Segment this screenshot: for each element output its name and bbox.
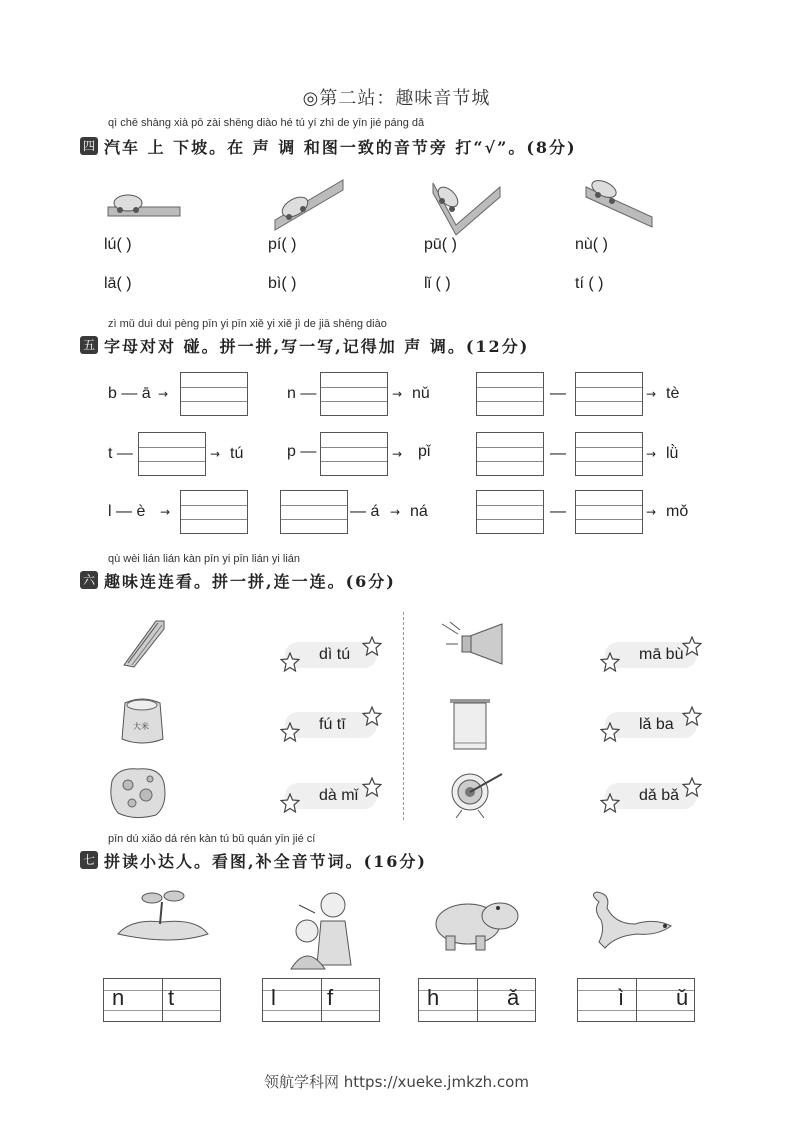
r2b-post: pǐ — [418, 443, 431, 460]
s4-option: bì( ) — [268, 275, 297, 292]
s4-option: lǐ ( ) — [424, 275, 451, 292]
tag-di-tu[interactable]: dì tú — [285, 642, 377, 668]
s4-number-badge: 四 — [80, 137, 98, 155]
write-grid[interactable]: n t — [103, 978, 221, 1022]
rice-label: 大米 — [133, 722, 149, 731]
star-icon — [280, 652, 300, 672]
answer-box[interactable] — [180, 490, 248, 534]
star-icon — [600, 793, 620, 813]
hippo-image — [428, 892, 523, 952]
r2b-pre: p — — [287, 443, 317, 460]
star-icon — [682, 636, 702, 656]
s7-pinyin: pīn dú xiǎo dá rén kàn tú bǔ quán yīn jié cí — [108, 833, 316, 845]
tag-ma-bu[interactable]: mā bù — [605, 642, 697, 668]
star-icon — [280, 793, 300, 813]
map-image — [108, 765, 168, 820]
r1c-post: tè — [666, 385, 680, 402]
s4-instruction: 汽车 上 下坡。在 声 调 和图一致的音节旁 打“√”。(8分) — [104, 138, 577, 157]
rice-bag-image — [115, 695, 170, 747]
r3a-pre: l — è — [108, 503, 146, 520]
s6-instruction: 趣味连连看。拼一拼,连一连。(6分) — [104, 572, 396, 591]
answer-box[interactable] — [476, 432, 544, 476]
star-icon — [682, 777, 702, 797]
s4-option: tí ( ) — [575, 275, 604, 292]
r3b-res: ná — [410, 503, 428, 520]
s5-pinyin: zì mǔ duì duì pèng pīn yi pīn xiě yi xiě jì de jiā shēng diào — [108, 318, 387, 330]
tag-fu-ti[interactable]: fú tī — [285, 712, 377, 738]
s4-option: lú( ) — [104, 236, 132, 253]
r2a-pre: t — — [108, 445, 133, 462]
answer-box[interactable] — [476, 372, 544, 416]
car-flat-image — [100, 185, 190, 225]
s4-pinyin: qì chē shàng xià pō zài shēng diào hé tú yí zhì de yīn jié páng dǎ — [108, 117, 425, 129]
r3b-post: — á — [350, 503, 380, 520]
divider — [403, 612, 404, 820]
answer-box[interactable] — [575, 490, 643, 534]
star-icon — [600, 722, 620, 742]
r1b-post: nǔ — [412, 385, 430, 402]
station-title: ◎第二站：趣味音节城 — [302, 88, 491, 109]
r1b-pre: n — — [287, 385, 317, 402]
towel-image — [448, 695, 493, 753]
horn-image — [440, 620, 515, 670]
s4-option: pí( ) — [268, 236, 297, 253]
answer-box[interactable] — [320, 372, 388, 416]
sprout-image — [112, 888, 212, 948]
lizard-image — [585, 890, 680, 955]
footer-watermark: 领航学科网 https://xueke.jmkzh.com — [264, 1073, 529, 1091]
s4-option: nù( ) — [575, 236, 608, 253]
answer-box[interactable] — [575, 432, 643, 476]
star-icon — [362, 706, 382, 726]
r2a-post: tú — [230, 445, 244, 462]
s4-option: lā( ) — [104, 275, 132, 292]
s5-instruction: 字母对对 碰。拼一拼,写一写,记得加 声 调。(12分) — [104, 337, 530, 356]
s6-number-badge: 六 — [80, 571, 98, 589]
tag-da-mi[interactable]: dà mǐ — [285, 783, 377, 809]
s5-number-badge: 五 — [80, 336, 98, 354]
write-grid[interactable]: h ǎ — [418, 978, 536, 1022]
tag-la-ba[interactable]: lǎ ba — [605, 712, 697, 738]
star-icon — [362, 777, 382, 797]
s7-instruction: 拼读小达人。看图,补全音节词。(16分) — [104, 852, 427, 871]
star-icon — [682, 706, 702, 726]
star-icon — [280, 722, 300, 742]
r2c-post: lǜ — [666, 445, 679, 462]
answer-box[interactable] — [476, 490, 544, 534]
escalator-image — [118, 615, 168, 670]
car-valley-image — [428, 175, 508, 237]
answer-box[interactable] — [180, 372, 248, 416]
write-grid[interactable]: ì ǔ — [577, 978, 695, 1022]
s4-option: pū( ) — [424, 236, 457, 253]
star-icon — [600, 652, 620, 672]
s7-number-badge: 七 — [80, 851, 98, 869]
answer-box[interactable] — [138, 432, 206, 476]
answer-box[interactable] — [320, 432, 388, 476]
r1a-pre: b — ā — [108, 385, 151, 402]
write-grid[interactable]: l f — [262, 978, 380, 1022]
r3c-post: mǒ — [666, 503, 689, 520]
car-uphill-image — [265, 175, 355, 235]
answer-box[interactable] — [575, 372, 643, 416]
target-image — [448, 768, 508, 818]
car-downhill-image — [582, 175, 662, 230]
star-icon — [362, 636, 382, 656]
answer-box[interactable] — [280, 490, 348, 534]
s6-pinyin: qù wèi lián lián kàn pīn yi pīn lián yi lián — [108, 553, 301, 565]
haircut-image — [285, 885, 360, 970]
tag-da-ba[interactable]: dǎ bǎ — [605, 783, 697, 809]
